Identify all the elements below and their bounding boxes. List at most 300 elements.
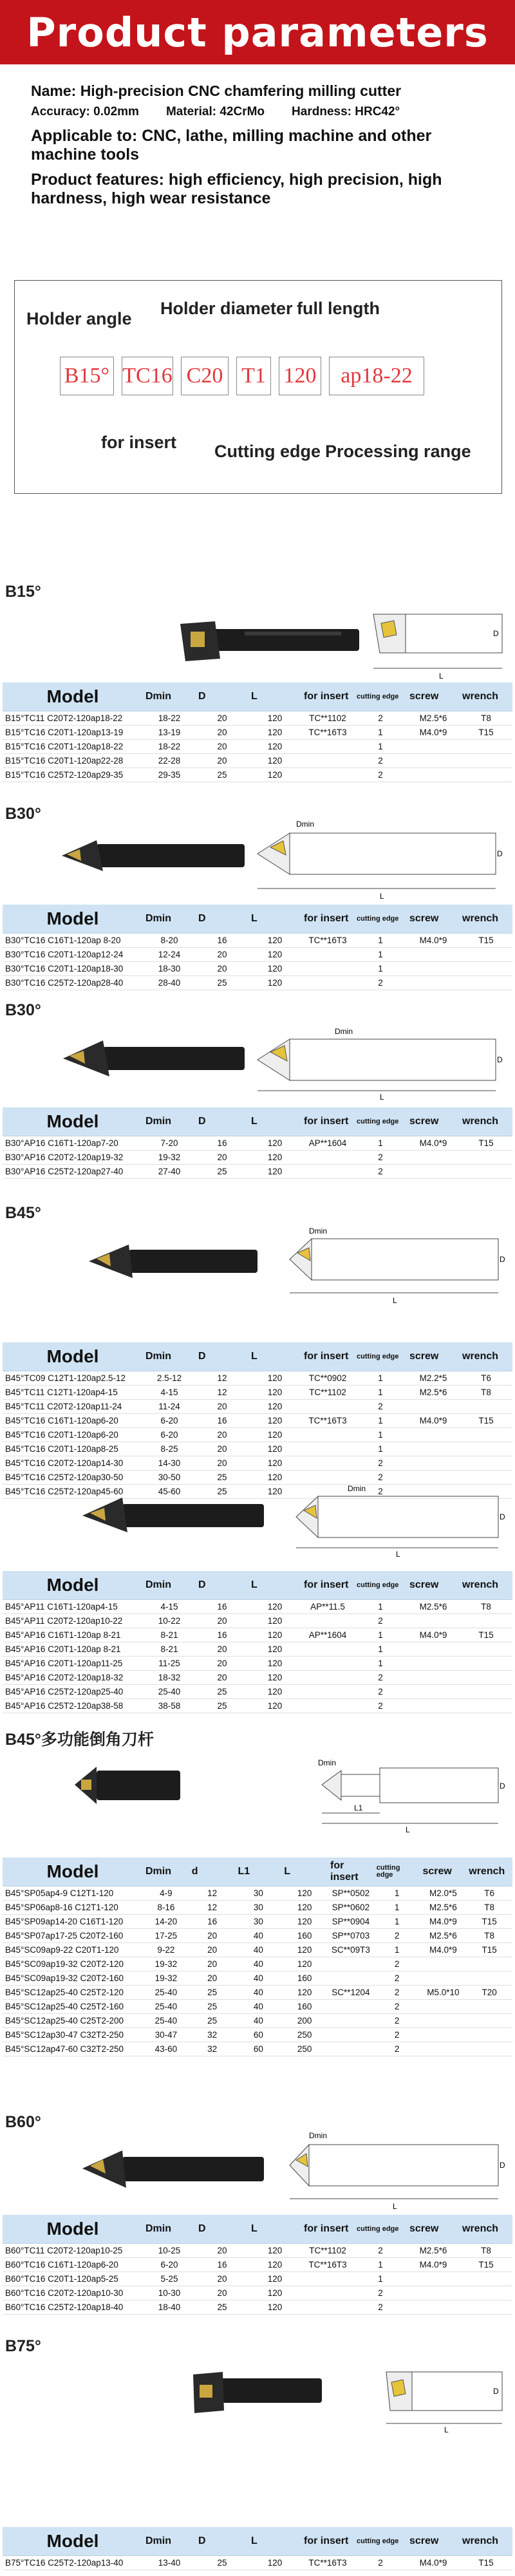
table-cell: 2 [354,1400,407,1414]
table-cell: M2.5*6 [420,1929,467,1943]
table-cell: 40 [236,1957,282,1971]
table-cell: 30-47 [143,2028,189,2042]
table-cell: 20 [196,2244,248,2258]
table-cell: B30°TC16 C20T1-120ap12-24 [3,948,143,962]
table-cell: 2 [374,1929,420,1943]
column-header: screw [407,2527,460,2556]
column-header: D [196,1107,248,1136]
table-cell: 1 [354,962,407,976]
table-cell: T6 [460,1371,512,1386]
table-cell: 1 [354,1657,407,1671]
table-cell: B45°TC11 C12T1-120ap4-15 [3,1386,143,1400]
table-cell: 10-30 [143,2286,196,2300]
table-cell [407,1671,460,1685]
table-cell: 120 [248,1628,301,1642]
table-cell: B60°TC16 C20T1-120ap5-25 [3,2272,143,2286]
table-cell: 19-32 [143,1151,196,1165]
table-cell: 25 [196,768,248,782]
table-cell: T8 [460,1600,512,1614]
label-D: D [500,1255,505,1264]
table-cell: 120 [248,1386,301,1400]
table-cell: T15 [460,1628,512,1642]
table-cell: T8 [460,2244,512,2258]
table-cell: 1 [354,1371,407,1386]
table-cell [301,1614,354,1628]
table-cell: B45°SC09ap19-32 C20T2-160 [3,1971,143,1986]
table-cell: B15°TC16 C25T2-120ap29-35 [3,768,143,782]
column-header: L [248,905,301,934]
spec-table-b45-ap [3,1571,512,1713]
table-cell [466,2028,512,2042]
table-cell: 25 [196,1699,248,1713]
label-D: D [500,1512,505,1521]
column-header: for insert [301,2527,354,2556]
table-cell: 40 [236,1971,282,1986]
column-header: wrench [460,2527,512,2556]
table-cell: 27-40 [143,1165,196,1179]
table-cell: 25 [196,1165,248,1179]
table-cell: 2 [354,1485,407,1499]
table-cell: 120 [248,740,301,754]
accuracy: Accuracy: 0.02mm [31,105,139,118]
table-cell: 12 [196,1371,248,1386]
column-header: Dmin [143,682,196,711]
table-cell: 18-32 [143,1671,196,1685]
table-cell: M2.2*5 [407,1371,460,1386]
table-cell: 120 [248,1442,301,1456]
table-cell: 14-20 [143,1915,189,1929]
table-cell: 120 [281,1901,328,1915]
table-row [3,1642,512,1657]
code-part-range: ap18-22 [329,357,424,395]
table-cell: B45°TC16 C20T1-120ap8-25 [3,1442,143,1456]
label-D: D [500,2161,505,2170]
column-header: Model [3,1571,143,1600]
table-row [3,934,512,948]
table-cell: 200 [281,2014,328,2028]
column-header: Dmin [143,1857,189,1886]
table-cell: 1 [354,1628,407,1642]
table-row [3,976,512,990]
table-cell: B30°AP16 C20T2-120ap19-32 [3,1151,143,1165]
label-holder-diameter: Holder diameter [160,299,293,318]
table-cell: 2 [354,1456,407,1471]
table-cell: SP**0904 [328,1915,374,1929]
table-row [3,2300,512,2315]
table-cell: 1 [354,1386,407,1400]
table-cell: TC**16T3 [301,1414,354,1428]
table-cell: B45°AP11 C16T1-120ap4-15 [3,1600,143,1614]
table-cell [460,1428,512,1442]
table-row [3,1699,512,1713]
table-cell: 2 [374,2042,420,2056]
table-cell: 19-32 [143,1971,189,1986]
table-cell: B15°TC11 C20T2-120ap18-22 [3,711,143,726]
table-cell: 120 [248,726,301,740]
table-cell [460,1456,512,1471]
column-header: Dmin [143,1571,196,1600]
table-cell [420,2028,467,2042]
table-cell [460,2272,512,2286]
table-cell [301,1151,354,1165]
table-cell [407,1400,460,1414]
table-cell: 4-15 [143,1600,196,1614]
table-cell: T15 [460,2556,512,2570]
table-cell: 2 [374,1986,420,2000]
table-cell: 30 [236,1901,282,1915]
table-row [3,1386,512,1400]
table-cell: 25 [196,976,248,990]
table-cell: B45°TC09 C12T1-120ap2.5-12 [3,1371,143,1386]
table-cell: 20 [189,1943,236,1957]
column-header: wrench [460,1571,512,1600]
table-cell [301,1456,354,1471]
table-row [3,1428,512,1442]
table-cell: 40 [236,1986,282,2000]
table-cell: TC**16T3 [301,726,354,740]
table-cell [460,1151,512,1165]
column-header: wrench [460,2215,512,2244]
table-cell: 1 [374,1886,420,1901]
table-cell: 20 [196,1657,248,1671]
table-cell [407,2272,460,2286]
spec-row [31,105,494,119]
table-cell: 2 [354,976,407,990]
table-cell: AP**1604 [301,1136,354,1151]
table-cell: 38-58 [143,1699,196,1713]
label-full-length: full length [297,299,380,318]
table-cell: B60°TC16 C20T2-120ap10-30 [3,2286,143,2300]
column-header: Model [3,2215,143,2244]
table-cell: B45°TC16 C20T1-120ap6-20 [3,1428,143,1442]
table-cell: 18-40 [143,2300,196,2315]
table-cell [407,1685,460,1699]
table-cell [407,754,460,768]
column-header: D [196,2527,248,2556]
table-cell [328,2000,374,2014]
table-cell: 2.5-12 [143,1371,196,1386]
column-header: Model [3,2527,143,2556]
table-cell: 1 [374,1901,420,1915]
table-cell [460,1642,512,1657]
table-cell [407,1151,460,1165]
label-L: L [393,2202,397,2211]
table-cell: 11-24 [143,1400,196,1414]
table-cell: M4.0*9 [407,2258,460,2272]
table-cell [301,2286,354,2300]
product-features: Product features: high efficiency, high precision, high hardness, high wear resistance [31,171,442,207]
table-cell [460,962,512,976]
table-cell: 10-22 [143,1614,196,1628]
table-cell [301,1400,354,1414]
table-cell: 29-35 [143,768,196,782]
table-cell: 120 [248,2272,301,2286]
table-cell [460,976,512,990]
table-cell: B45°SC12ap47-60 C32T2-250 [3,2042,143,2056]
table-cell: 12 [189,1901,236,1915]
table-cell: 22-28 [143,754,196,768]
table-row [3,754,512,768]
section-title-b75: B75° [5,2337,41,2355]
table-row [3,1943,512,1957]
table-cell: 30-50 [143,1471,196,1485]
table-cell: 20 [189,1957,236,1971]
column-header: D [196,682,248,711]
section-title-b45-multi: B45°多功能倒角刀杆 [5,1731,154,1749]
spec-table-b60 [3,2215,512,2315]
table-cell: 120 [281,1915,328,1929]
label-D: D [500,1782,505,1791]
table-cell: 20 [196,726,248,740]
table-row [3,1371,512,1386]
table-cell: 1 [354,2258,407,2272]
table-cell [301,1671,354,1685]
column-header: screw [407,682,460,711]
table-cell: TC**16T3 [301,934,354,948]
label-cutting-edge: Cutting edge [214,442,321,461]
table-cell: 120 [248,1151,301,1165]
table-cell: 120 [248,2258,301,2272]
table-cell: 32 [189,2042,236,2056]
column-header: D [196,2215,248,2244]
table-cell: 40 [236,2014,282,2028]
table-cell: 28-40 [143,976,196,990]
code-part-insert: TC16 [122,357,173,395]
table-cell: 12 [189,1886,236,1901]
column-header: screw [407,1107,460,1136]
section-title-b30-ap: B30° [5,1001,41,1019]
column-header: for insert [301,905,354,934]
table-cell [328,2028,374,2042]
table-cell [301,768,354,782]
table-cell: B60°TC16 C25T2-120ap18-40 [3,2300,143,2315]
label-L: L [380,892,384,901]
table-cell: TC**16T3 [301,2258,354,2272]
table-cell: 20 [196,1442,248,1456]
table-cell: 25 [196,2300,248,2315]
table-cell [460,948,512,962]
section-title-b30-tc: B30° [5,805,41,823]
table-cell: 20 [196,1671,248,1685]
drawing-b30-ap [251,1024,509,1101]
table-cell: T15 [466,1943,512,1957]
table-row [3,1986,512,2000]
table-cell: 25 [196,1685,248,1699]
table-cell: 18-22 [143,740,196,754]
table-cell: 250 [281,2042,328,2056]
table-row [3,948,512,962]
table-cell: 19-32 [143,1957,189,1971]
column-header: wrench [460,1107,512,1136]
drawing-b60 [283,2128,509,2212]
table-cell: 25-40 [143,2014,189,2028]
table-cell: 60 [236,2042,282,2056]
drawing-b30-tc [251,818,509,901]
table-cell: 10-25 [143,2244,196,2258]
tool-photo-b15 [174,602,367,679]
table-cell: B15°TC16 C20T1-120ap13-19 [3,726,143,740]
table-cell: 120 [248,1614,301,1628]
tool-photo-b30-tc [58,821,251,892]
table-cell: 20 [196,948,248,962]
table-cell: 20 [196,1614,248,1628]
table-cell: 18-22 [143,711,196,726]
table-cell: 4-15 [143,1386,196,1400]
table-cell: AP**11.5 [301,1600,354,1614]
table-cell: 2 [354,1165,407,1179]
table-cell: SC**1204 [328,1986,374,2000]
label-Dmin: Dmin [296,820,315,829]
table-cell: B45°AP11 C20T2-120ap10-22 [3,1614,143,1628]
table-cell: 8-20 [143,934,196,948]
table-cell: 120 [248,1165,301,1179]
table-cell [466,2042,512,2056]
table-cell [420,1957,467,1971]
table-cell: 40 [236,2000,282,2014]
table-row [3,1165,512,1179]
table-cell: 16 [189,1915,236,1929]
column-header: screw [407,2215,460,2244]
table-cell: M4.0*9 [420,1915,467,1929]
table-cell: B15°TC16 C20T1-120ap18-22 [3,740,143,754]
table-cell: 120 [248,934,301,948]
table-cell: B45°AP16 C20T1-120ap 8-21 [3,1642,143,1657]
column-header: wrench [466,1857,512,1886]
table-cell: 120 [248,1428,301,1442]
spec-table-b15 [3,682,512,782]
table-cell: 120 [248,768,301,782]
table-cell: 120 [248,962,301,976]
table-cell [460,1165,512,1179]
tool-photo-b75 [187,2356,328,2427]
table-cell: 120 [248,1400,301,1414]
table-cell: 8-25 [143,1442,196,1456]
table-cell: 120 [281,1986,328,2000]
column-header: for insert [301,2215,354,2244]
column-header: Model [3,1857,143,1886]
table-cell: B30°TC16 C20T1-120ap18-30 [3,962,143,976]
column-header: cutting edge [354,2215,407,2244]
table-cell: B15°TC16 C20T1-120ap22-28 [3,754,143,768]
table-cell [301,1428,354,1442]
table-row [3,2258,512,2272]
table-row [3,2042,512,2056]
table-cell: 160 [281,1971,328,1986]
spec-block [31,82,494,214]
table-cell: B30°AP16 C25T2-120ap27-40 [3,1165,143,1179]
table-cell: 2 [354,2300,407,2315]
table-cell [301,740,354,754]
column-header: for insert [328,1857,374,1886]
table-cell: M2.5*6 [407,2244,460,2258]
table-cell: 2 [354,754,407,768]
table-cell: 120 [248,1136,301,1151]
column-header: wrench [460,682,512,711]
table-cell: 20 [196,1456,248,1471]
table-cell: 120 [248,1471,301,1485]
table-row [3,1614,512,1628]
table-row [3,2000,512,2014]
table-cell: 12-24 [143,948,196,962]
table-row [3,1971,512,1986]
product-name: Name: High-precision CNC chamfering milling cutter [31,82,402,99]
table-cell: 25 [189,2014,236,2028]
table-cell: T15 [460,1136,512,1151]
table-cell: 14-30 [143,1456,196,1471]
table-cell: 25 [189,2000,236,2014]
table-cell: T6 [466,1886,512,1901]
spec-table-b45-multi [3,1857,512,2056]
table-cell [301,2272,354,2286]
label-L: L [444,2425,449,2434]
table-row [3,1628,512,1642]
table-cell: 5-25 [143,2272,196,2286]
table-row [3,1901,512,1915]
table-cell [328,1957,374,1971]
column-header: d [189,1857,236,1886]
table-cell [407,1165,460,1179]
table-cell: B75°TC16 C25T2-120ap13-40 [3,2556,143,2570]
label-D: D [497,849,503,858]
table-header-row [3,1342,512,1371]
table-row [3,962,512,976]
table-cell [466,2000,512,2014]
table-cell: 1 [354,1428,407,1442]
table-cell: 20 [196,2272,248,2286]
table-cell: 120 [248,948,301,962]
table-cell [407,1657,460,1671]
table-cell: 120 [248,1699,301,1713]
table-cell: 25 [196,1485,248,1499]
column-header: cutting edge [374,1857,420,1886]
table-cell: AP**1604 [301,1628,354,1642]
table-cell [301,976,354,990]
column-header: cutting edge [354,1342,407,1371]
column-header: L [248,2527,301,2556]
hardness: Hardness: HRC42° [292,105,400,118]
table-cell: T8 [460,1386,512,1400]
table-cell: M2.0*5 [420,1886,467,1901]
table-cell [460,2286,512,2300]
table-cell: T8 [466,1929,512,1943]
table-cell: 16 [196,2258,248,2272]
table-cell [328,2042,374,2056]
table-cell: M2.5*6 [420,1901,467,1915]
table-cell: 6-20 [143,1428,196,1442]
label-D: D [493,629,499,638]
table-row [3,1957,512,1971]
table-cell: 160 [281,2000,328,2014]
table-cell: 120 [248,1414,301,1428]
drawing-b75 [380,2356,509,2434]
table-cell: 20 [196,2286,248,2300]
table-cell: TC**16T3 [301,2556,354,2570]
table-cell [420,2042,467,2056]
table-cell: 20 [189,1929,236,1943]
label-L: L [396,1550,400,1558]
column-header: screw [407,905,460,934]
label-Dmin: Dmin [309,2131,328,2140]
table-cell [460,1671,512,1685]
table-cell [301,2300,354,2315]
table-cell: TC**1102 [301,2244,354,2258]
table-cell [460,1657,512,1671]
table-cell [466,1971,512,1986]
label-L: L [439,672,444,681]
column-header: for insert [301,1342,354,1371]
table-cell: 45-60 [143,1485,196,1499]
table-cell: B30°AP16 C16T1-120ap7-20 [3,1136,143,1151]
